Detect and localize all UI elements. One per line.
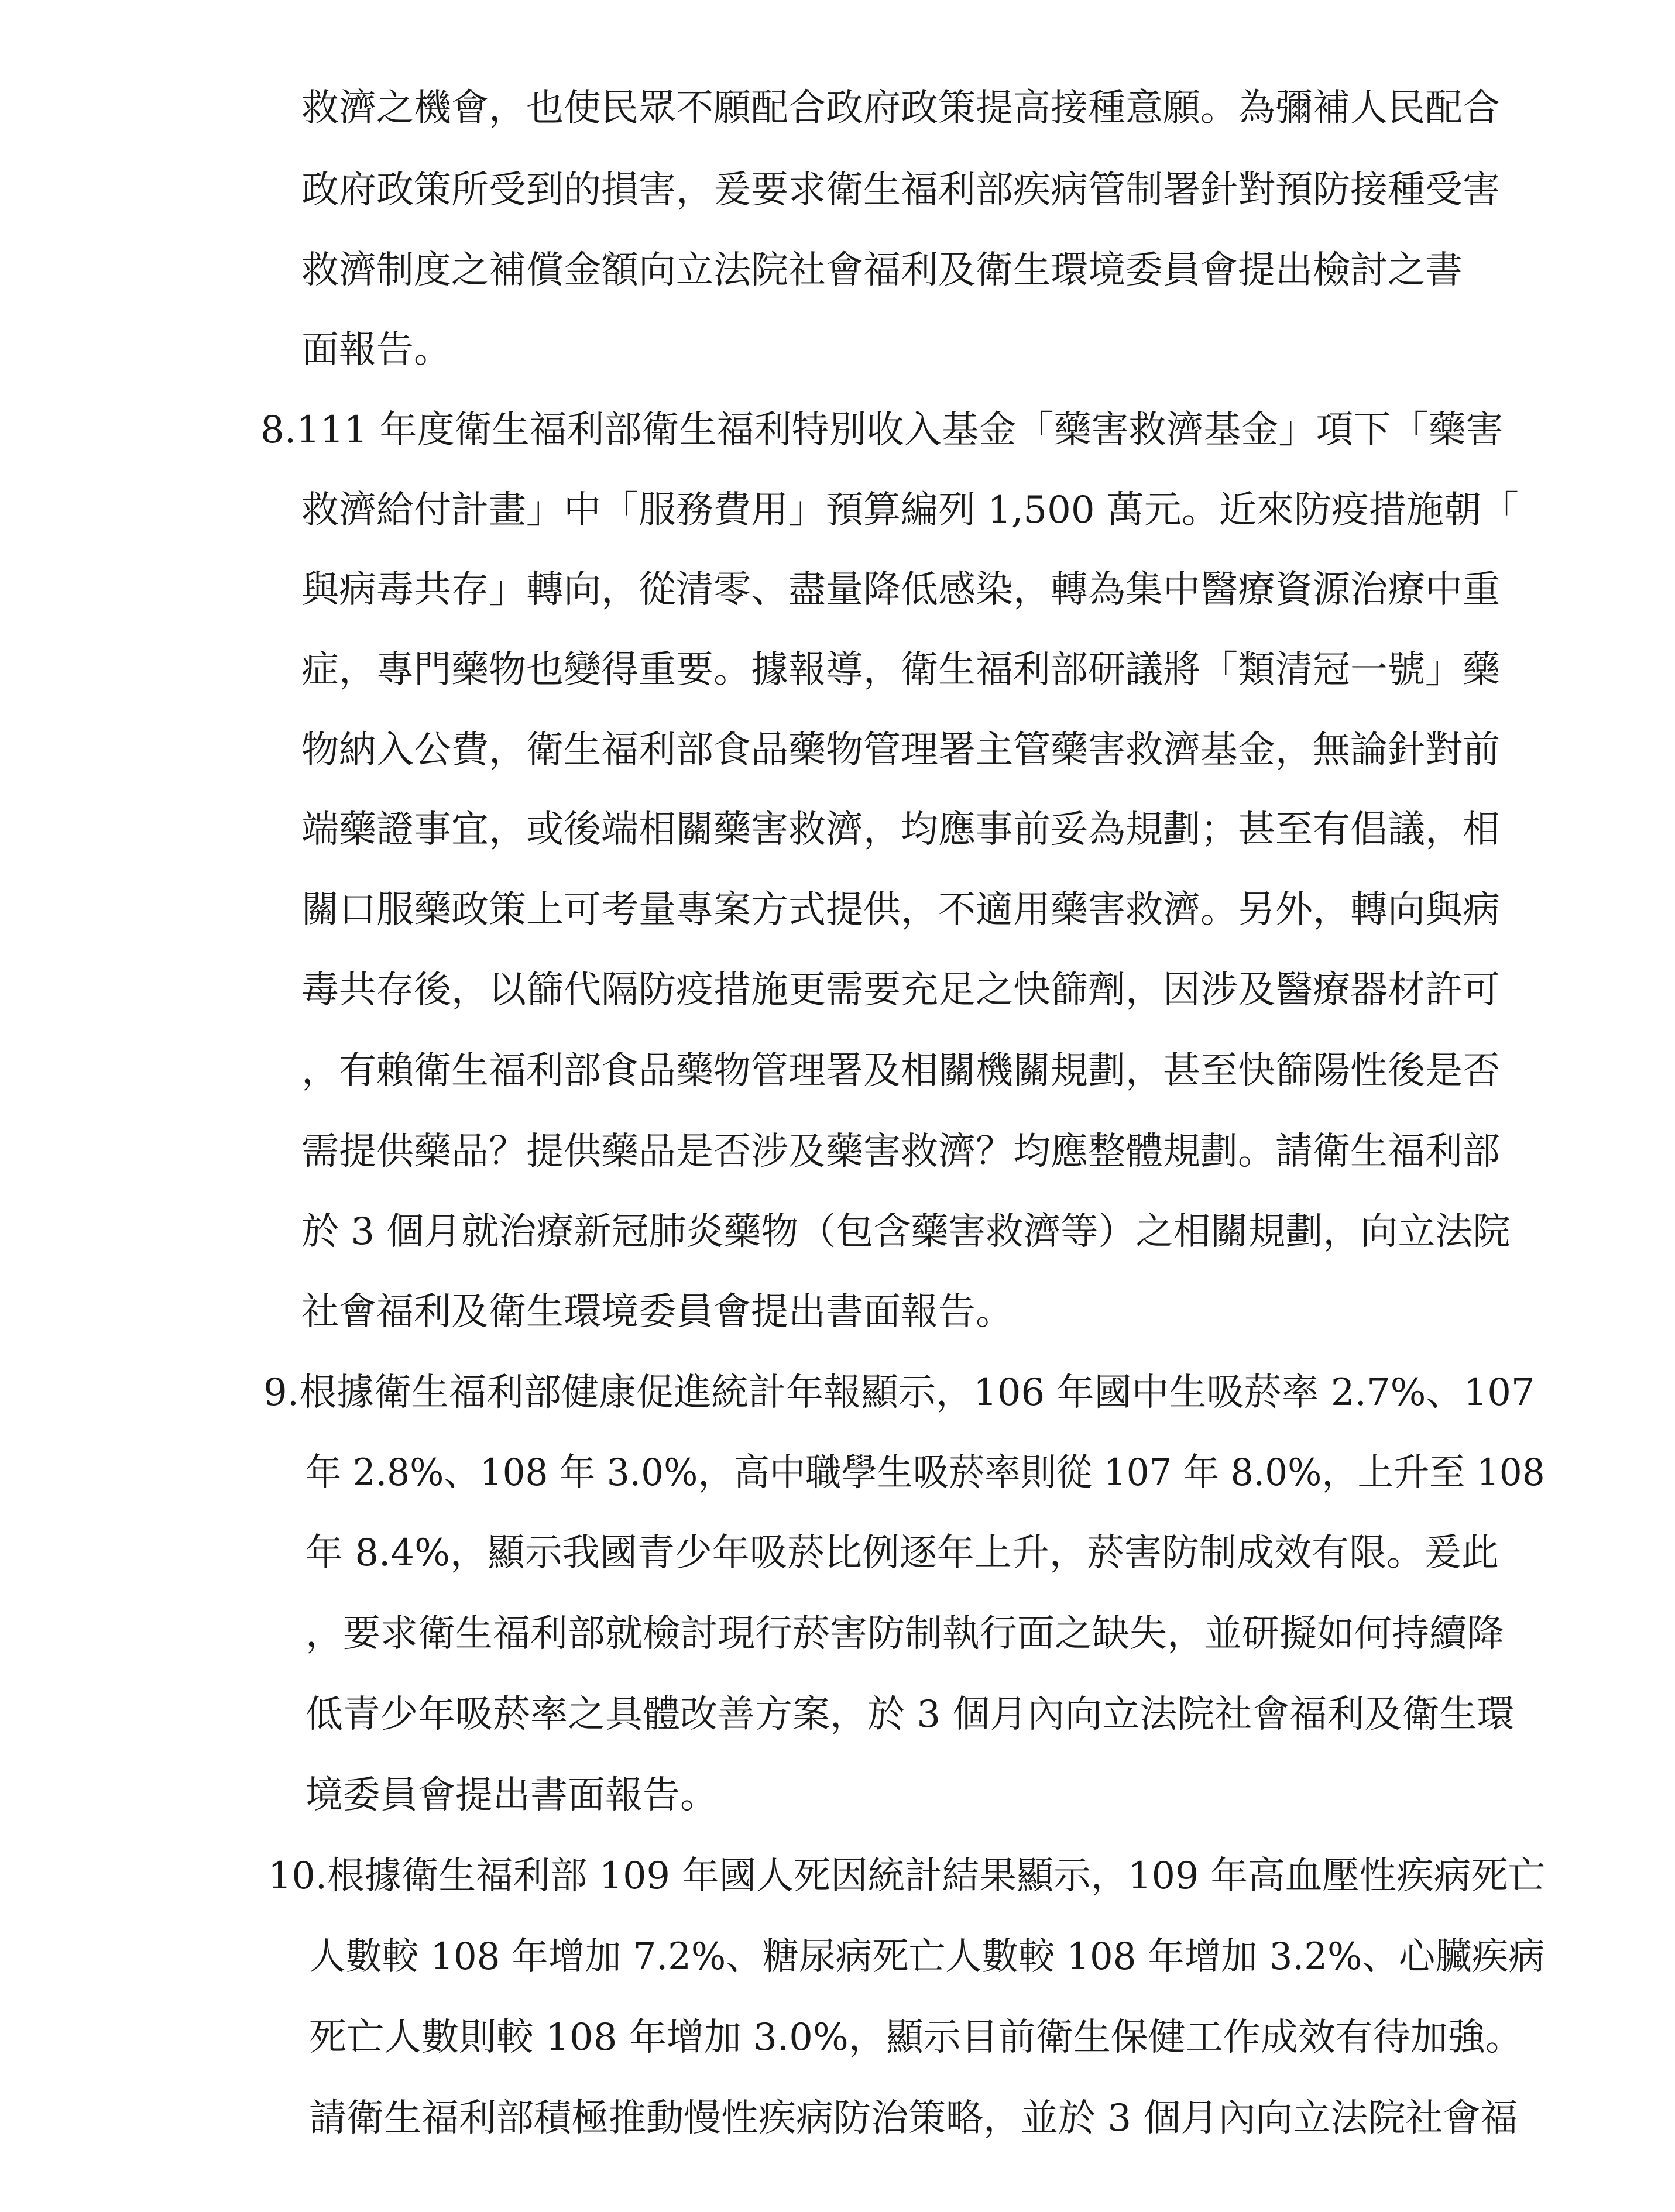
text-line: 與病毒共存」轉向，從清零、盡量降低感染，轉為集中醫療資源治療中重 [301, 568, 1500, 612]
text-line: 境委員會提出書面報告。 [306, 1774, 718, 1817]
text-line: 低青少年吸菸率之具體改善方案，於 3 個月內向立法院社會福利及衛生環 [306, 1693, 1515, 1736]
text-line: 救濟給付計畫」中「服務費用」預算編列 1,500 萬元。近來防疫措施朝「 [301, 489, 1519, 532]
text-line: 死亡人數則較 108 年增加 3.0%，顯示目前衛生保健工作成效有待加強。 [309, 2016, 1523, 2059]
text-line: ，要求衛生福利部就檢討現行菸害防制執行面之缺失，並研擬如何持續降 [306, 1612, 1504, 1655]
text-line: 年 8.4%，顯示我國青少年吸菸比例逐年上升，菸害防制成效有限。爰此 [306, 1531, 1499, 1575]
text-line: 關口服藥政策上可考量專案方式提供，不適用藥害救濟。另外，轉向與病 [301, 888, 1500, 932]
text-line: 社會福利及衛生環境委員會提出書面報告。 [301, 1290, 1013, 1334]
text-line: 物納入公費，衛生福利部食品藥物管理署主管藥害救濟基金，無論針對前 [301, 729, 1500, 772]
text-line: 政府政策所受到的損害，爰要求衛生福利部疾病管制署針對預防接種受害 [301, 169, 1500, 212]
text-line: 於 3 個月就治療新冠肺炎藥物（包含藥害救濟等）之相關規劃，向立法院 [301, 1210, 1511, 1253]
text-line: 毒共存後，以篩代隔防疫措施更需要充足之快篩劑，因涉及醫療器材許可 [301, 968, 1500, 1012]
text-line: 年 2.8%、108 年 3.0%，高中職學生吸菸率則從 107 年 8.0%，上升至 108 [306, 1451, 1545, 1495]
text-line: 9.根據衛生福利部健康促進統計年報顯示，106 年國中生吸菸率 2.7%、107 [263, 1371, 1535, 1414]
text-line: 請衛生福利部積極推動慢性疾病防治策略，並於 3 個月內向立法院社會福 [309, 2097, 1518, 2140]
text-line: ，有賴衛生福利部食品藥物管理署及相關機關規劃，甚至快篩陽性後是否 [301, 1049, 1500, 1093]
text-line: 救濟制度之補償金額向立法院社會福利及衛生環境委員會提出檢討之書 [301, 249, 1463, 292]
text-line: 8.111 年度衛生福利部衛生福利特別收入基金「藥害救濟基金」項下「藥害 [260, 408, 1504, 452]
text-line: 10.根據衛生福利部 109 年國人死因統計結果顯示，109 年高血壓性疾病死亡 [268, 1854, 1546, 1898]
text-line: 救濟之機會，也使民眾不願配合政府政策提高接種意願。為彌補人民配合 [301, 87, 1500, 130]
text-line: 需提供藥品？提供藥品是否涉及藥害救濟？均應整體規劃。請衛生福利部 [301, 1130, 1500, 1173]
text-line: 人數較 108 年增加 7.2%、糖尿病死亡人數較 108 年增加 3.2%、心臟疾病 [309, 1935, 1545, 1979]
text-line: 端藥證事宜，或後端相關藥害救濟，均應事前妥為規劃；甚至有倡議，相 [301, 808, 1500, 851]
text-line: 面報告。 [301, 328, 451, 372]
text-line: 症，專門藥物也變得重要。據報導，衛生福利部研議將「類清冠一號」藥 [301, 648, 1500, 692]
